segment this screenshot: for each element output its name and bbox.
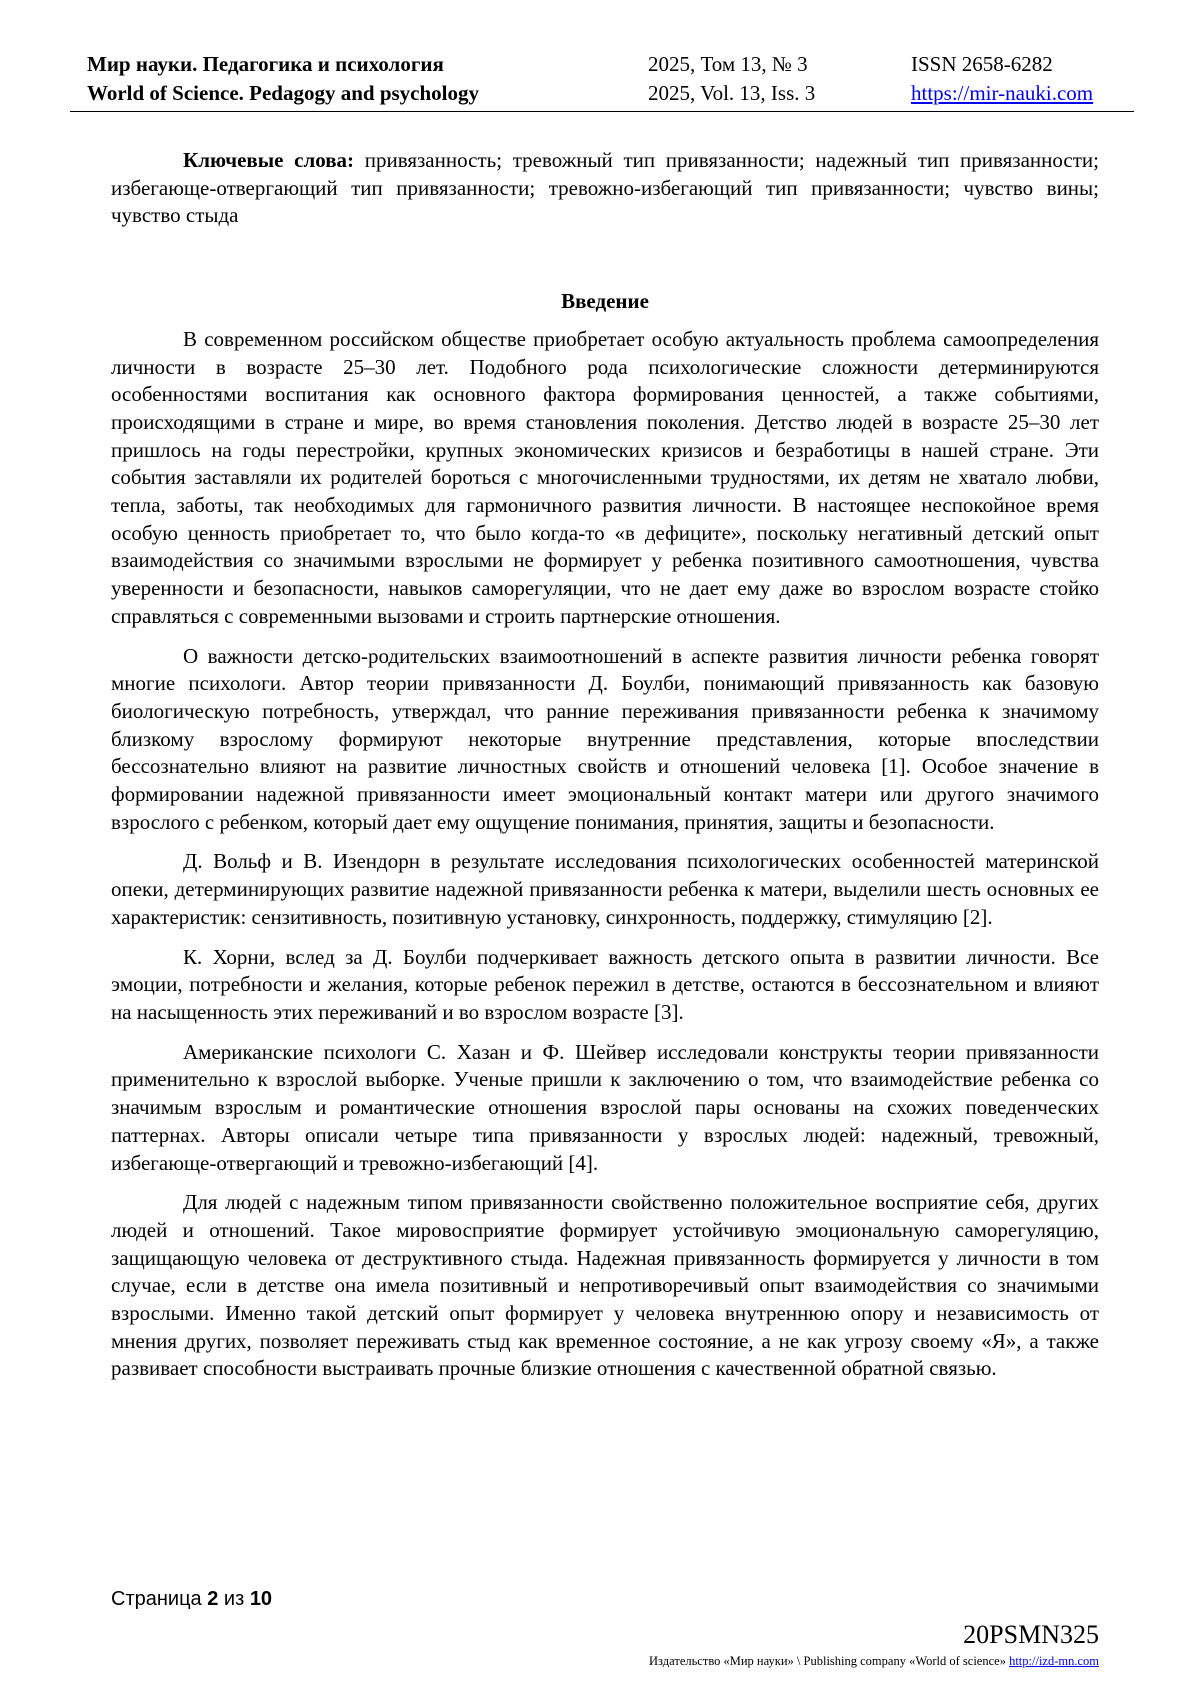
journal-header — [87, 50, 1120, 108]
keywords — [111, 147, 1099, 230]
journal-title-ru: Мир науки. Педагогика и психология — [87, 52, 444, 76]
header-row-ru — [87, 50, 1120, 79]
section-heading: Введение — [561, 289, 649, 314]
volume-en: 2025, Vol. 13, Iss. 3 — [648, 81, 816, 105]
journal-url-link[interactable]: https://mir-nauki.com — [911, 81, 1094, 105]
paragraph: Для людей с надежным типом привязанности свойственно положительное восприятие себя, других людей и отношений. Такое мировосприятие формирует устойчивую эмоциональную саморегуляцию, защищающую человека от деструктивного стыда. Надежная привязанность формируется у личности в том случае, если в детстве она имела позитивный и непротиворечивый опыт взаимодействия со значимыми взрослыми. Именно такой детский опыт формирует у человека внутреннюю опору и независимость от мнения других, позволяет переживать стыд как временное состояние, а не как угрозу своему «Я», а также развивает способности выстраивать прочные близкие отношения с качественной обратной связью. — [111, 1190, 1099, 1381]
keywords-label: Ключевые слова: — [183, 148, 355, 172]
page-current: 2 — [207, 1588, 219, 1610]
page-total: 10 — [249, 1588, 273, 1610]
paragraph: Д. Вольф и В. Изендорн в результате исследования психологических особенностей материнской опеки, детерминирующих развитие надежной привязанности ребенка к матери, выделили шесть основных ее характеристик: сензитивность, позитивную установку, синхронность, поддержку, стимуляцию [2]. — [111, 849, 1099, 929]
publisher-line — [649, 1654, 1099, 1669]
paragraph: К. Хорни, вслед за Д. Боулби подчеркивает важность детского опыта в развитии личности. Все эмоции, потребности и желания, которые ребенок пережил в детстве, остаются в бессознательном и влияют на насыщенность этих переживаний и во взрослом возрасте [3]. — [111, 944, 1099, 1024]
header-divider — [70, 111, 1134, 112]
page-prefix: Страница — [111, 1588, 202, 1610]
paragraph: В современном российском обществе приобретает особую актуальность проблема самоопределения личности в возрасте 25–30 лет. Подобного рода психологические сложности детерминируются особенностями воспитания как основного фактора формирования ценностей, а также событиями, происходящими в стране и мире, во время становления поколения. Детство людей в возрасте 25–30 лет пришлось на годы перестройки, крупных экономических кризисов и безработицы в нашей стране. Эти события заставляли их родителей бороться с многочисленными трудностями, их детям не хватало любви, тепла, заботы, так необходимых для гармоничного развития личности. В настоящее неспокойное время особую ценность приобретает то, что было когда-то «в дефиците», поскольку негативный детский опыт взаимодействия со значимыми взрослыми не формирует у ребенка позитивного самоотношения, чувства уверенности и безопасности, навыков саморегуляции, что не дает ему даже во взрослом возрасте стойко справляться с современными вызовами и строить партнерские отношения. — [111, 326, 1099, 628]
paragraph: Американские психологи С. Хазан и Ф. Шейвер исследовали конструкты теории привязанности применительно к взрослой выборке. Ученые пришли к заключению о том, что взаимодействие ребенка со значимым взрослым и романтические отношения взрослой пары основаны на схожих поведенческих паттернах. Авторы описали четыре типа привязанности у взрослых людей: надежный, тревожный, избегающе-отвергающий и тревожно-избегающий [4]. — [111, 1039, 1099, 1175]
article-code: 20PSMN325 — [963, 1620, 1099, 1649]
publisher-text: Издательство «Мир науки» \ Publishing company «World of science» — [649, 1654, 1006, 1668]
volume-ru: 2025, Том 13, № 3 — [648, 52, 808, 76]
paragraph: О важности детско-родительских взаимоотношений в аспекте развития личности ребенка говорят многие психологи. Автор теории привязанности Д. Боулби, понимающий привязанность как базовую биологическую потребность, утверждал, что ранние переживания привязанности ребенка к значимому близкому взрослому формируют некоторые внутренние представления, которые впоследствии бессознательно влияют на развитие личностных свойств и отношений человека [1]. Особое значение в формировании надежной привязанности имеет эмоциональный контакт матери или другого значимого взрослого с ребенком, который дает ему ощущение понимания, принятия, защиты и безопасности. — [111, 643, 1099, 834]
page-number — [111, 1588, 272, 1611]
page-sep: из — [223, 1588, 245, 1610]
header-row-en — [87, 79, 1120, 108]
journal-title-en: World of Science. Pedagogy and psychology — [87, 81, 480, 105]
article-body — [111, 147, 1099, 1395]
keywords-text: привязанность; тревожный тип привязанности; надежный тип привязанности; избегающе-отвергающий тип привязанности; тревожно-избегающий тип привязанности; чувство вины; чувство стыда — [111, 148, 1099, 228]
publisher-link[interactable]: http://izd-mn.com — [1009, 1654, 1099, 1668]
issn: ISSN 2658-6282 — [911, 52, 1053, 76]
